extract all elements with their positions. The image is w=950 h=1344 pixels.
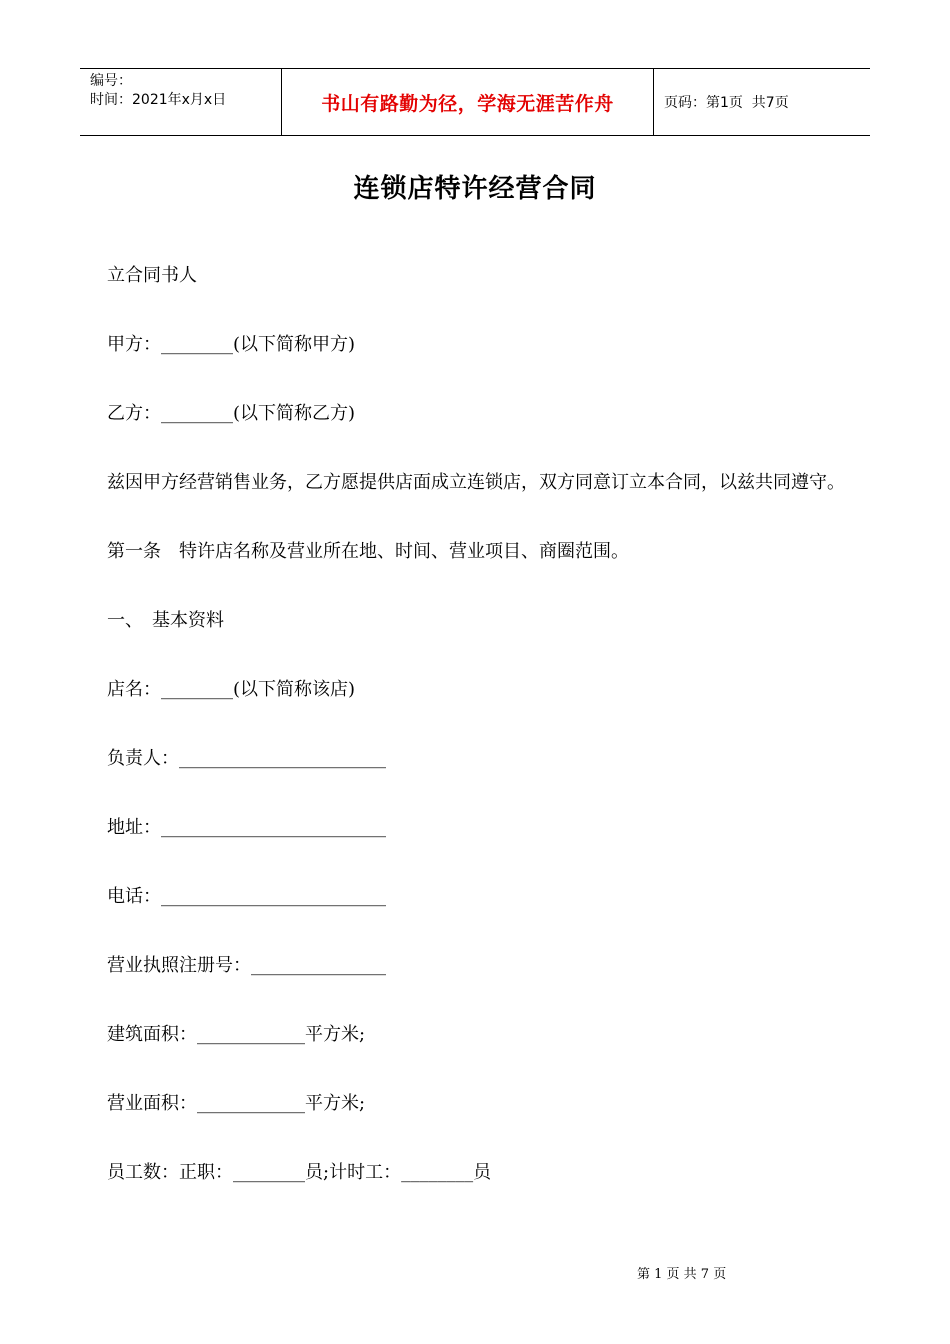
page-header	[80, 68, 870, 136]
party-b-line: 乙方：________(以下简称乙方)	[107, 403, 356, 424]
business-license-line: 营业执照注册号：_______________	[107, 955, 386, 976]
section-basic-info: 一、 基本资料	[107, 610, 224, 631]
contract-parties-heading: 立合同书人	[107, 265, 197, 286]
header-motto: 书山有路勤为径，学海无涯苦作舟	[282, 69, 654, 135]
staff-count-line: 员工数：正职：________员;计时工：________员	[107, 1162, 492, 1183]
article-one-heading: 第一条 特许店名称及营业所在地、时间、营业项目、商圈范围。	[107, 541, 629, 562]
document-number-label: 编号：	[90, 73, 132, 89]
document-title: 连锁店特许经营合同	[353, 174, 597, 204]
preamble-paragraph: 兹因甲方经营销售业务，乙方愿提供店面成立连锁店，双方同意订立本合同，以兹共同遵守。	[107, 472, 845, 493]
address-line: 地址：_________________________	[107, 817, 386, 838]
business-area-line: 营业面积：____________平方米;	[107, 1093, 366, 1114]
header-page-cell	[654, 69, 870, 135]
phone-line: 电话：_________________________	[107, 886, 386, 907]
header-meta-cell	[80, 69, 282, 135]
party-a-line: 甲方：________(以下简称甲方)	[107, 334, 356, 355]
header-page-label: 页码：第1页 共7页	[664, 95, 789, 111]
document-time-label: 时间：2021年x月x日	[90, 92, 227, 108]
store-name-line: 店名：________(以下简称该店)	[107, 679, 356, 700]
manager-line: 负责人：_______________________	[107, 748, 386, 769]
page-footer: 第 1 页 共 7 页	[637, 1267, 727, 1282]
building-area-line: 建筑面积：____________平方米;	[107, 1024, 366, 1045]
